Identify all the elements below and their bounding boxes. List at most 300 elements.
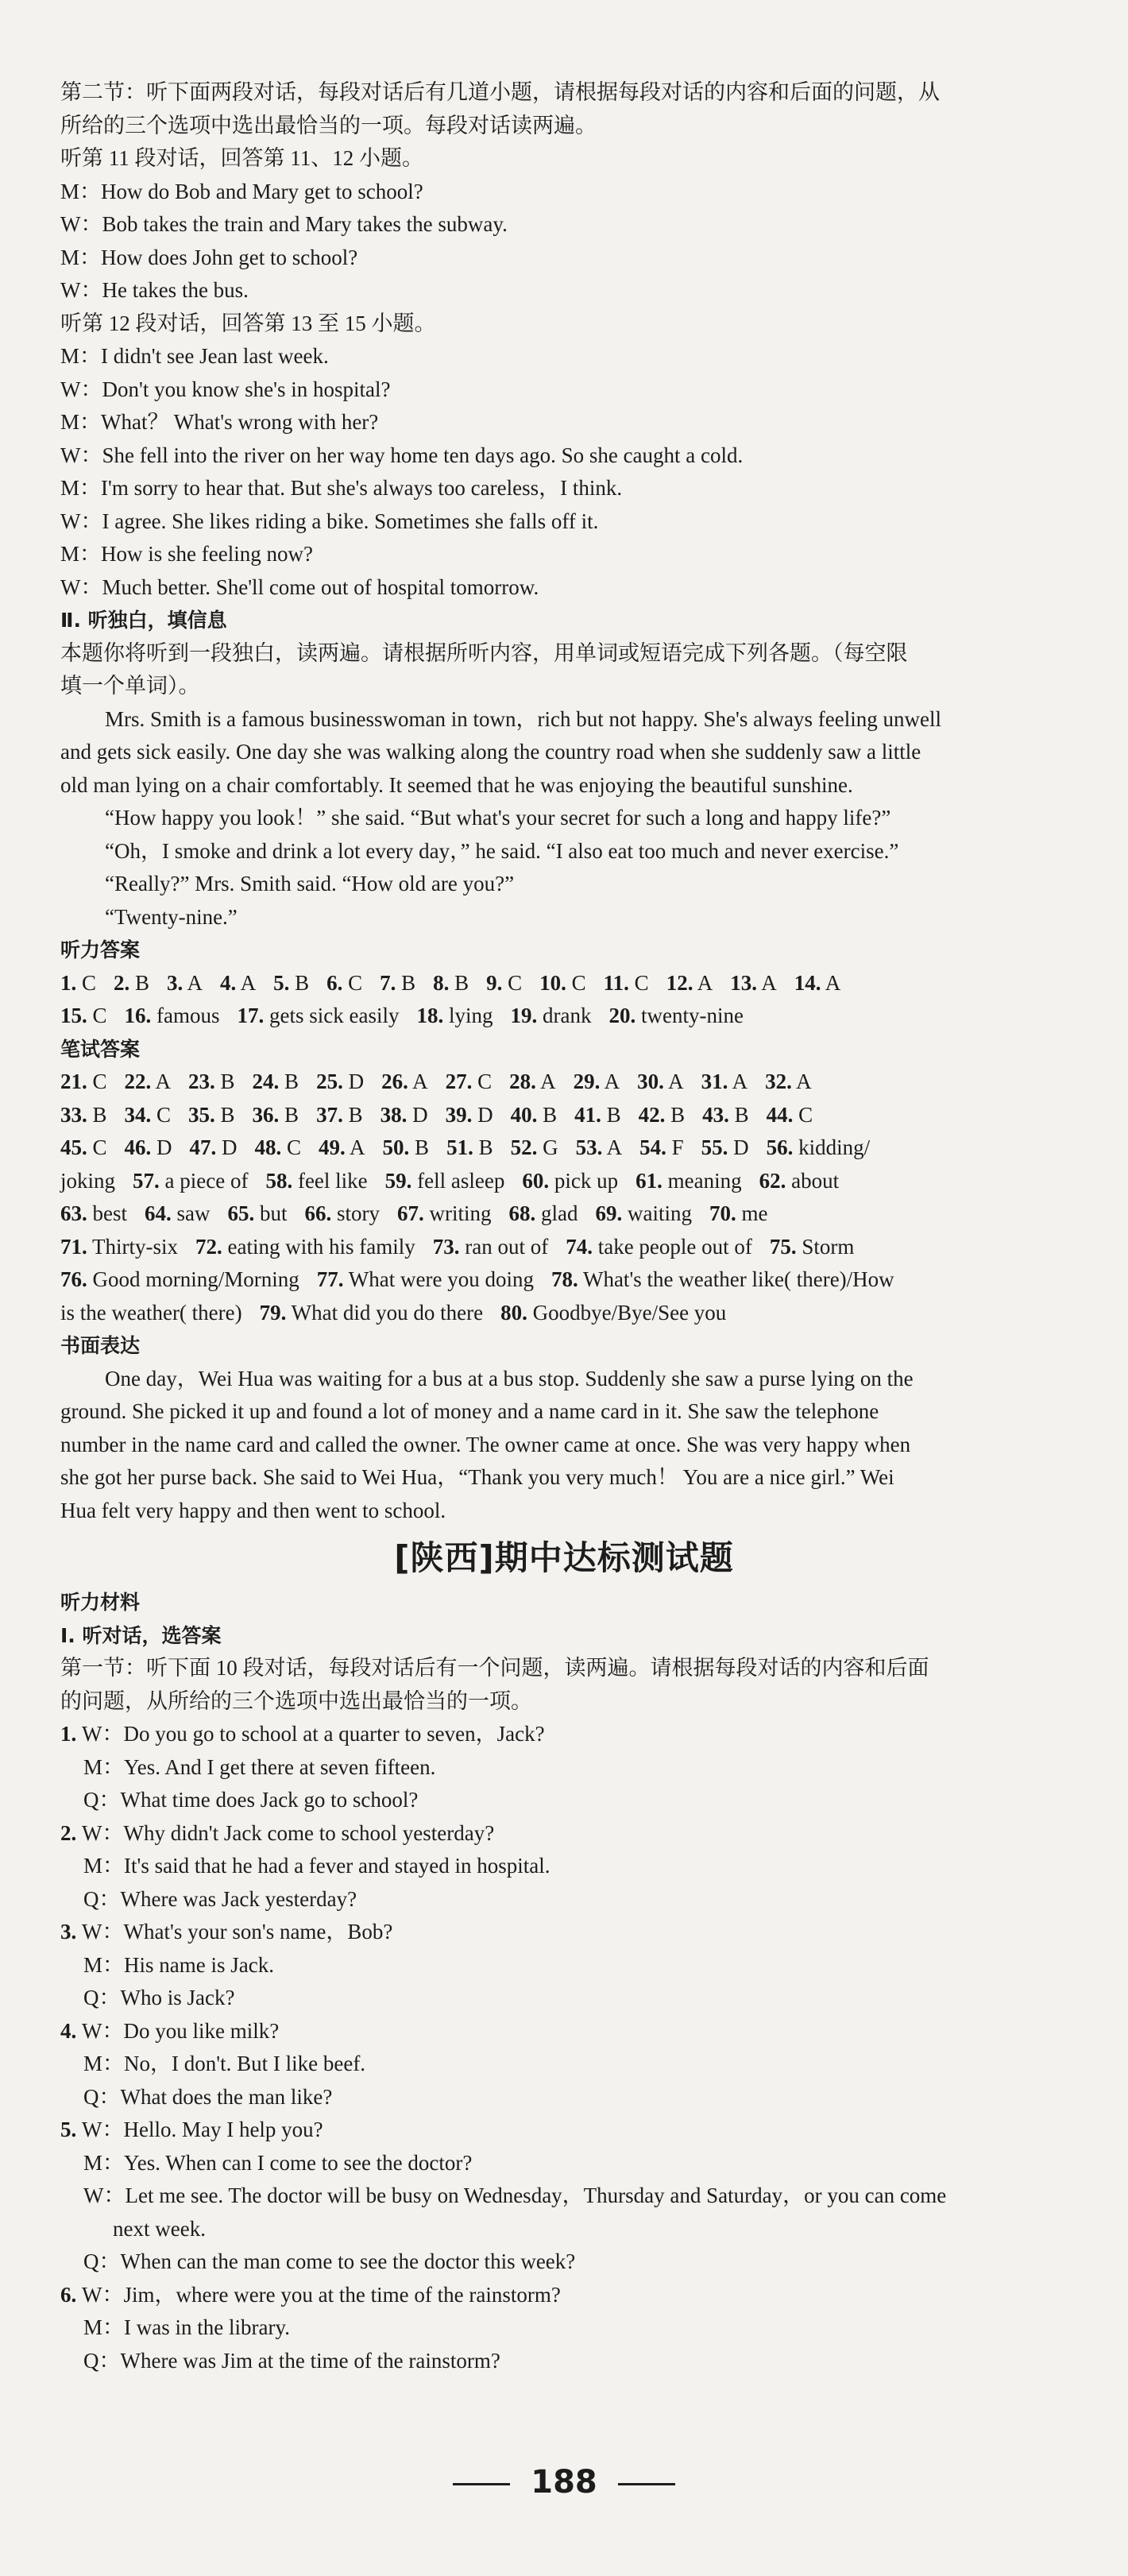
- written-answer-row: [60, 1131, 1068, 1165]
- written-answer-item: [511, 1099, 558, 1132]
- dialog-line: W：Don't you know she's in hospital?: [60, 377, 391, 401]
- answer-value: D: [733, 1135, 749, 1159]
- answer-number: 51.: [446, 1135, 473, 1159]
- written-answer-item: [639, 1099, 686, 1132]
- written-answer-item: [446, 1099, 493, 1132]
- written-answer-item: [316, 1099, 363, 1132]
- question-text: M：Yes. And I get there at seven fifteen.: [83, 1754, 436, 1779]
- listening-answer-item: [114, 967, 149, 1000]
- answer-number: 12.: [666, 970, 693, 995]
- answer-number: 66.: [304, 1201, 332, 1225]
- written-answer-item: [637, 1066, 684, 1099]
- question-line: [60, 2311, 1068, 2345]
- question-text: Q：What time does Jack go to school?: [83, 1788, 419, 1812]
- written-answer-item: [759, 1165, 840, 1198]
- answer-number: 47.: [189, 1135, 217, 1159]
- question-line: [60, 1817, 1068, 1851]
- answer-number: 35.: [188, 1102, 215, 1127]
- written-answer-item: [446, 1066, 493, 1099]
- footer-dash: [618, 2483, 675, 2485]
- written-answer-item: [305, 1197, 381, 1231]
- question-text: W：What's your son's name，Bob?: [82, 1920, 393, 1944]
- section2-intro: 填一个单词）。: [60, 674, 200, 698]
- answer-number: 13.: [730, 970, 757, 995]
- answer-number: 21.: [60, 1069, 87, 1093]
- written-answer-item: [319, 1131, 365, 1165]
- written-answer-item: [188, 1066, 235, 1099]
- answer-number: 79.: [259, 1300, 287, 1325]
- answer-number: 30.: [637, 1069, 664, 1093]
- answer-value: gets sick easily: [269, 1004, 400, 1027]
- answer-number: 60.: [522, 1168, 550, 1193]
- question-line: [60, 1718, 1068, 1751]
- written-answer-item: [701, 1131, 749, 1165]
- materials-heading: 听力材料: [60, 1591, 141, 1614]
- answer-value: C: [508, 970, 523, 995]
- answer-value: D: [348, 1069, 365, 1093]
- answer-number: 4.: [220, 970, 237, 995]
- written-answer-item: [316, 1066, 364, 1099]
- written-answer-item: [511, 1131, 558, 1165]
- answer-value: D: [477, 1102, 493, 1127]
- answer-number: 1.: [60, 970, 77, 995]
- answer-value: drank: [542, 1004, 592, 1027]
- question-line: [60, 2213, 1068, 2246]
- dialog12-intro: 听第 12 段对话，回答第 13 至 15 小题。: [60, 311, 436, 335]
- written-answer-row: [60, 1099, 1068, 1132]
- written-answer-item: [60, 1263, 299, 1297]
- written-answer-item: [60, 1131, 107, 1165]
- written-answer-item: [188, 1099, 235, 1132]
- listening-answer-item: [125, 1000, 220, 1033]
- written-answer-item: [265, 1165, 367, 1198]
- answer-value: A: [412, 1069, 428, 1093]
- answer-value: F: [671, 1135, 684, 1159]
- answer-number: 27.: [445, 1069, 473, 1093]
- question-line: [60, 2180, 1068, 2213]
- answer-number: 9.: [486, 970, 503, 995]
- question-text: M：No，I don't. But I like beef.: [83, 2052, 366, 2075]
- written-answer-item: [125, 1131, 172, 1165]
- answer-number: 6.: [326, 970, 343, 995]
- answer-number: 28.: [509, 1069, 536, 1093]
- question-line: [60, 1916, 1068, 1949]
- answer-value: B: [454, 970, 469, 995]
- answer-number: 10.: [539, 970, 566, 995]
- answer-number: 17.: [237, 1004, 265, 1027]
- answer-number: 56.: [766, 1135, 794, 1159]
- answer-number: 32.: [765, 1069, 792, 1093]
- listening-answer-item: [666, 967, 713, 1000]
- written-answer-item: [446, 1131, 493, 1165]
- monologue-line: and gets sick easily. One day she was walking along the country road when she suddenly saw a little: [60, 740, 921, 764]
- question-number: 2.: [60, 1820, 82, 1845]
- listening-answer-item: [794, 967, 841, 1000]
- answer-number: 14.: [794, 970, 821, 995]
- answer-value: A: [796, 1069, 812, 1093]
- written-answer-row: [60, 1165, 1068, 1198]
- answer-number: 48.: [254, 1135, 282, 1159]
- answer-value: B: [92, 1102, 107, 1127]
- answer-number: 41.: [574, 1102, 601, 1127]
- monologue-line: “Oh，I smoke and drink a lot every day，” he said. “I also eat too much and never exercise.”: [105, 838, 899, 863]
- answer-value: twenty-nine: [640, 1004, 744, 1027]
- answer-number: 38.: [380, 1102, 408, 1127]
- answer-value: A: [732, 1069, 748, 1093]
- written-answer-item: [133, 1165, 248, 1198]
- answer-value: B: [135, 970, 150, 995]
- answer-value: B: [670, 1102, 686, 1127]
- writing-line: One day，Wei Hua was waiting for a bus at a bus stop. Suddenly she saw a purse lying on the: [105, 1366, 914, 1390]
- answer-value: G: [543, 1135, 558, 1159]
- question-line: [60, 2015, 1068, 2048]
- answer-value: A: [606, 1135, 623, 1159]
- question-line: [60, 2245, 1068, 2279]
- dialog-line: M：How is she feeling now?: [60, 542, 313, 566]
- written-answer-item: [125, 1099, 172, 1132]
- listening-answer-item: [486, 967, 522, 1000]
- answer-value: A: [668, 1069, 684, 1093]
- answer-number: 15.: [60, 1004, 87, 1027]
- listening-answer-item: [380, 967, 415, 1000]
- dialog-line: M：I didn't see Jean last week.: [60, 344, 329, 368]
- question-line: [60, 1850, 1068, 1883]
- answer-number: 72.: [195, 1234, 222, 1259]
- writing-line: Hua felt very happy and then went to school.: [60, 1498, 446, 1522]
- written-answer-item: [709, 1197, 768, 1231]
- listening-answer-item: [433, 967, 469, 1000]
- answer-number: 67.: [397, 1201, 424, 1225]
- question-text: M：Yes. When can I come to see the doctor?: [83, 2150, 473, 2175]
- question-text: W：Let me see. The doctor will be busy on Wednesday，Thursday and Saturday，or you can come: [83, 2183, 947, 2207]
- answer-value: C: [92, 1135, 107, 1159]
- question-line: [60, 1784, 1068, 1817]
- answer-value: C: [92, 1004, 107, 1027]
- written-answer-item: [770, 1231, 855, 1264]
- dialog-line: W：Much better. She'll come out of hospital tomorrow.: [60, 574, 539, 599]
- monologue-line: “Twenty-nine.”: [105, 904, 238, 929]
- answer-value: B: [284, 1102, 299, 1127]
- answer-value: is the weather( there): [60, 1300, 242, 1325]
- written-answer-item: [385, 1165, 505, 1198]
- written-answer-item: [317, 1263, 534, 1297]
- answer-value: D: [156, 1135, 172, 1159]
- question-line: [60, 1751, 1068, 1785]
- written-answer-item: [383, 1131, 430, 1165]
- answer-number: 16.: [124, 1004, 152, 1027]
- answer-value: a piece of: [164, 1168, 249, 1193]
- answer-value: B: [478, 1135, 493, 1159]
- written-answer-row: [60, 1297, 1068, 1330]
- written-answer-item: [60, 1099, 107, 1132]
- monologue-line: Mrs. Smith is a famous businesswoman in town，rich but not happy. She's always feeling unwell: [105, 706, 941, 731]
- listening-answer-item: [510, 1000, 591, 1033]
- answer-value: A: [155, 1069, 172, 1093]
- answer-number: 42.: [638, 1102, 666, 1127]
- written-answer-item: [701, 1066, 748, 1099]
- answer-number: 31.: [701, 1069, 728, 1093]
- answer-number: 40.: [510, 1102, 538, 1127]
- answer-number: 25.: [316, 1069, 343, 1093]
- answer-value: A: [604, 1069, 620, 1093]
- question-number: 5.: [60, 2118, 82, 2141]
- written-answer-item: [60, 1297, 242, 1330]
- answer-number: 50.: [382, 1135, 410, 1159]
- written-answer-item: [255, 1131, 302, 1165]
- listening-answers-heading: 听力答案: [60, 938, 141, 961]
- listening-answer-item: [60, 1000, 107, 1033]
- dialog-line: M：What？ What's wrong with her?: [60, 410, 379, 434]
- answer-value: A: [240, 970, 257, 995]
- written-answer-item: [767, 1099, 813, 1132]
- question-text: W：Jim，where were you at the time of the rainstorm?: [82, 2282, 561, 2307]
- question-line: [60, 2048, 1068, 2081]
- answer-number: 5.: [273, 970, 290, 995]
- answer-number: 71.: [60, 1234, 87, 1259]
- listening-answer-item: [273, 967, 309, 1000]
- question-text: W：Do you go to school at a quarter to seven，Jack?: [82, 1722, 545, 1746]
- monologue-line: old man lying on a chair comfortably. It seemed that he was enjoying the beautiful sunshine.: [60, 772, 853, 797]
- answer-value: saw: [176, 1201, 211, 1225]
- question-text: M：I was in the library.: [83, 2315, 290, 2339]
- answer-number: 11.: [603, 970, 629, 995]
- page-number: 188: [531, 2464, 597, 2501]
- written-answer-item: [397, 1197, 492, 1231]
- written-answer-item: [195, 1231, 415, 1264]
- answer-number: 33.: [60, 1102, 87, 1127]
- answer-value: C: [798, 1102, 813, 1127]
- writing-line: ground. She picked it up and found a lot of money and a name card in it. She saw the telephone: [60, 1399, 879, 1423]
- answer-value: B: [348, 1102, 363, 1127]
- answer-number: 65.: [227, 1201, 255, 1225]
- answer-number: 18.: [416, 1004, 444, 1027]
- answer-value: ran out of: [465, 1234, 549, 1259]
- answer-number: 73.: [432, 1234, 460, 1259]
- written-answer-item: [125, 1066, 172, 1099]
- answer-value: D: [222, 1135, 238, 1159]
- written-answer-item: [765, 1066, 812, 1099]
- monologue-line: “Really?” Mrs. Smith said. “How old are you?”: [105, 872, 515, 895]
- answer-value: lying: [448, 1004, 493, 1027]
- answer-value: A: [187, 970, 203, 995]
- answer-number: 43.: [702, 1102, 729, 1127]
- answer-value: B: [415, 1135, 430, 1159]
- answer-value: B: [220, 1069, 235, 1093]
- answer-value: D: [412, 1102, 428, 1127]
- answer-value: B: [606, 1102, 621, 1127]
- dialog-line: W：She fell into the river on her way home ten days ago. So she caught a cold.: [60, 443, 744, 467]
- answer-number: 64.: [145, 1201, 172, 1225]
- answer-number: 20.: [608, 1004, 636, 1027]
- answer-value: A: [697, 970, 713, 995]
- answer-value: What did you do there: [291, 1300, 484, 1325]
- answer-number: 45.: [60, 1135, 87, 1159]
- answer-value: me: [741, 1201, 768, 1225]
- section2-heading: Ⅱ. 听独白，填信息: [60, 609, 227, 632]
- answer-value: Thirty-six: [92, 1234, 179, 1259]
- answer-number: 76.: [60, 1267, 87, 1291]
- answer-value: Storm: [802, 1234, 855, 1259]
- answer-number: 52.: [510, 1135, 538, 1159]
- writing-line: she got her purse back. She said to Wei Hua，“Thank you very much！ You are a nice girl.” Wei: [60, 1465, 894, 1489]
- answer-value: B: [284, 1069, 299, 1093]
- question-list: [60, 1718, 1068, 2377]
- answer-number: 55.: [701, 1135, 728, 1159]
- listening-answer-item: [416, 1000, 493, 1033]
- written-answer-item: [60, 1231, 178, 1264]
- page-footer: [0, 2466, 1128, 2500]
- question-number: 6.: [60, 2282, 82, 2307]
- answer-value: about: [791, 1168, 840, 1193]
- answer-value: writing: [429, 1201, 492, 1225]
- written-answer-item: [253, 1099, 299, 1132]
- answer-number: 68.: [508, 1201, 536, 1225]
- written-answer-item: [260, 1297, 483, 1330]
- answer-value: feel like: [297, 1168, 368, 1193]
- written-answer-item: [574, 1099, 621, 1132]
- written-answer-item: [228, 1197, 288, 1231]
- answer-number: 34.: [124, 1102, 152, 1127]
- written-answer-item: [509, 1197, 578, 1231]
- written-answer-item: [639, 1131, 684, 1165]
- question-number: 3.: [60, 1920, 82, 1944]
- question-text: W：Do you like milk?: [82, 2018, 280, 2043]
- exam-title: [陕西]期中达标测试题: [394, 1538, 734, 1577]
- answer-number: 26.: [381, 1069, 408, 1093]
- answer-number: 61.: [635, 1168, 663, 1193]
- answer-number: 70.: [709, 1201, 736, 1225]
- written-answer-item: [60, 1165, 115, 1198]
- listening-answer-item: [539, 967, 586, 1000]
- answer-value: glad: [541, 1201, 578, 1225]
- question-text: Q：When can the man come to see the doctor this week?: [83, 2249, 576, 2273]
- written-answer-item: [596, 1197, 693, 1231]
- answer-value: meaning: [667, 1168, 742, 1193]
- writing-heading: 书面表达: [60, 1334, 141, 1357]
- answer-value: C: [92, 1069, 107, 1093]
- answer-number: 24.: [252, 1069, 280, 1093]
- question-text: Q：What does the man like?: [83, 2084, 333, 2109]
- answer-value: story: [337, 1201, 381, 1225]
- answer-value: kidding/: [798, 1135, 871, 1159]
- intro-line: 所给的三个选项中选出最恰当的一项。每段对话读两遍。: [60, 113, 597, 137]
- answer-value: A: [350, 1135, 365, 1159]
- question-text: next week.: [113, 2216, 206, 2241]
- written-answer-item: [433, 1231, 548, 1264]
- answer-value: famous: [156, 1004, 220, 1027]
- answer-value: Good morning/Morning: [92, 1267, 299, 1291]
- answer-value: B: [220, 1102, 235, 1127]
- answer-number: 36.: [252, 1102, 280, 1127]
- answer-value: take people out of: [597, 1234, 752, 1259]
- written-answer-item: [60, 1066, 107, 1099]
- answer-value: but: [260, 1201, 288, 1225]
- answer-value: Goodbye/Bye/See you: [532, 1300, 727, 1325]
- answer-number: 77.: [316, 1267, 344, 1291]
- answer-value: A: [825, 970, 841, 995]
- written-answer-item: [190, 1131, 238, 1165]
- answer-number: 62.: [759, 1168, 786, 1193]
- answer-number: 3.: [167, 970, 183, 995]
- listening-answer-item: [60, 967, 96, 1000]
- answer-number: 8.: [433, 970, 450, 995]
- written-answer-item: [253, 1066, 299, 1099]
- written-answer-item: [145, 1197, 211, 1231]
- answer-number: 44.: [766, 1102, 794, 1127]
- answer-value: waiting: [628, 1201, 693, 1225]
- written-answer-item: [522, 1165, 618, 1198]
- written-answer-item: [566, 1231, 752, 1264]
- answer-number: 53.: [575, 1135, 603, 1159]
- question-number: 1.: [60, 1722, 82, 1746]
- listening-answer-item: [730, 967, 777, 1000]
- dialog-line: W：He takes the bus.: [60, 278, 249, 302]
- answer-number: 75.: [769, 1234, 797, 1259]
- question-text: M：His name is Jack.: [83, 1952, 274, 1977]
- question-line: [60, 2081, 1068, 2114]
- answer-value: best: [92, 1201, 127, 1225]
- dialog-line: M：How does John get to school?: [60, 245, 358, 269]
- dialog-line: W：I agree. She likes riding a bike. Sometimes she falls off it.: [60, 509, 599, 533]
- question-line: [60, 1949, 1068, 1982]
- footer-dash: [453, 2483, 510, 2485]
- answer-value: fell asleep: [417, 1168, 505, 1193]
- section2-intro: 本题你将听到一段独白，读两遍。请根据所听内容，用单词或短语完成下列各题。（每空限: [60, 640, 908, 665]
- listening-answer-item: [238, 1000, 400, 1033]
- answer-number: 54.: [639, 1135, 666, 1159]
- answer-number: 63.: [60, 1201, 87, 1225]
- answer-number: 22.: [124, 1069, 152, 1093]
- question-line: [60, 2147, 1068, 2180]
- answer-value: What's the weather like( there)/How: [582, 1267, 894, 1291]
- answer-value: A: [761, 970, 777, 995]
- page-content: [60, 76, 1068, 2377]
- written-answer-item: [635, 1165, 741, 1198]
- question-text: Q：Who is Jack?: [83, 1986, 235, 2009]
- question-text: M：It's said that he had a fever and stayed in hospital.: [83, 1854, 550, 1878]
- answer-value: C: [348, 970, 363, 995]
- listening-answer-item: [220, 967, 256, 1000]
- question-line: [60, 2345, 1068, 2378]
- answer-number: 49.: [319, 1135, 346, 1159]
- written-answer-item: [551, 1263, 894, 1297]
- dialog-line: M：How do Bob and Mary get to school?: [60, 179, 423, 203]
- answer-value: B: [543, 1102, 558, 1127]
- listening-answer-item: [167, 967, 203, 1000]
- answer-number: 23.: [188, 1069, 215, 1093]
- listening-answer-item: [608, 1000, 743, 1033]
- written-answers-heading: 笔试答案: [60, 1037, 141, 1061]
- question-number: 4.: [60, 2018, 82, 2043]
- answer-value: C: [287, 1135, 302, 1159]
- writing-line: number in the name card and called the owner. The owner came at once. She was very happy when: [60, 1432, 911, 1456]
- answer-value: C: [571, 970, 586, 995]
- listening-answers: [60, 967, 1068, 1033]
- dialog-line: W：Bob takes the train and Mary takes the subway.: [60, 212, 508, 236]
- written-answer-row: [60, 1066, 1068, 1099]
- answer-number: 7.: [380, 970, 396, 995]
- written-answer-item: [576, 1131, 623, 1165]
- answer-number: 46.: [124, 1135, 152, 1159]
- written-answer-row: [60, 1263, 1068, 1297]
- written-answer-item: [381, 1099, 428, 1132]
- answer-number: 58.: [265, 1168, 293, 1193]
- answer-value: C: [634, 970, 649, 995]
- answer-value: C: [82, 970, 97, 995]
- intro-line: 第二节：听下面两段对话，每段对话后有几道小题，请根据每段对话的内容和后面的问题，从: [60, 80, 940, 104]
- listening-answer-item: [604, 967, 649, 1000]
- written-answers: [60, 1066, 1068, 1329]
